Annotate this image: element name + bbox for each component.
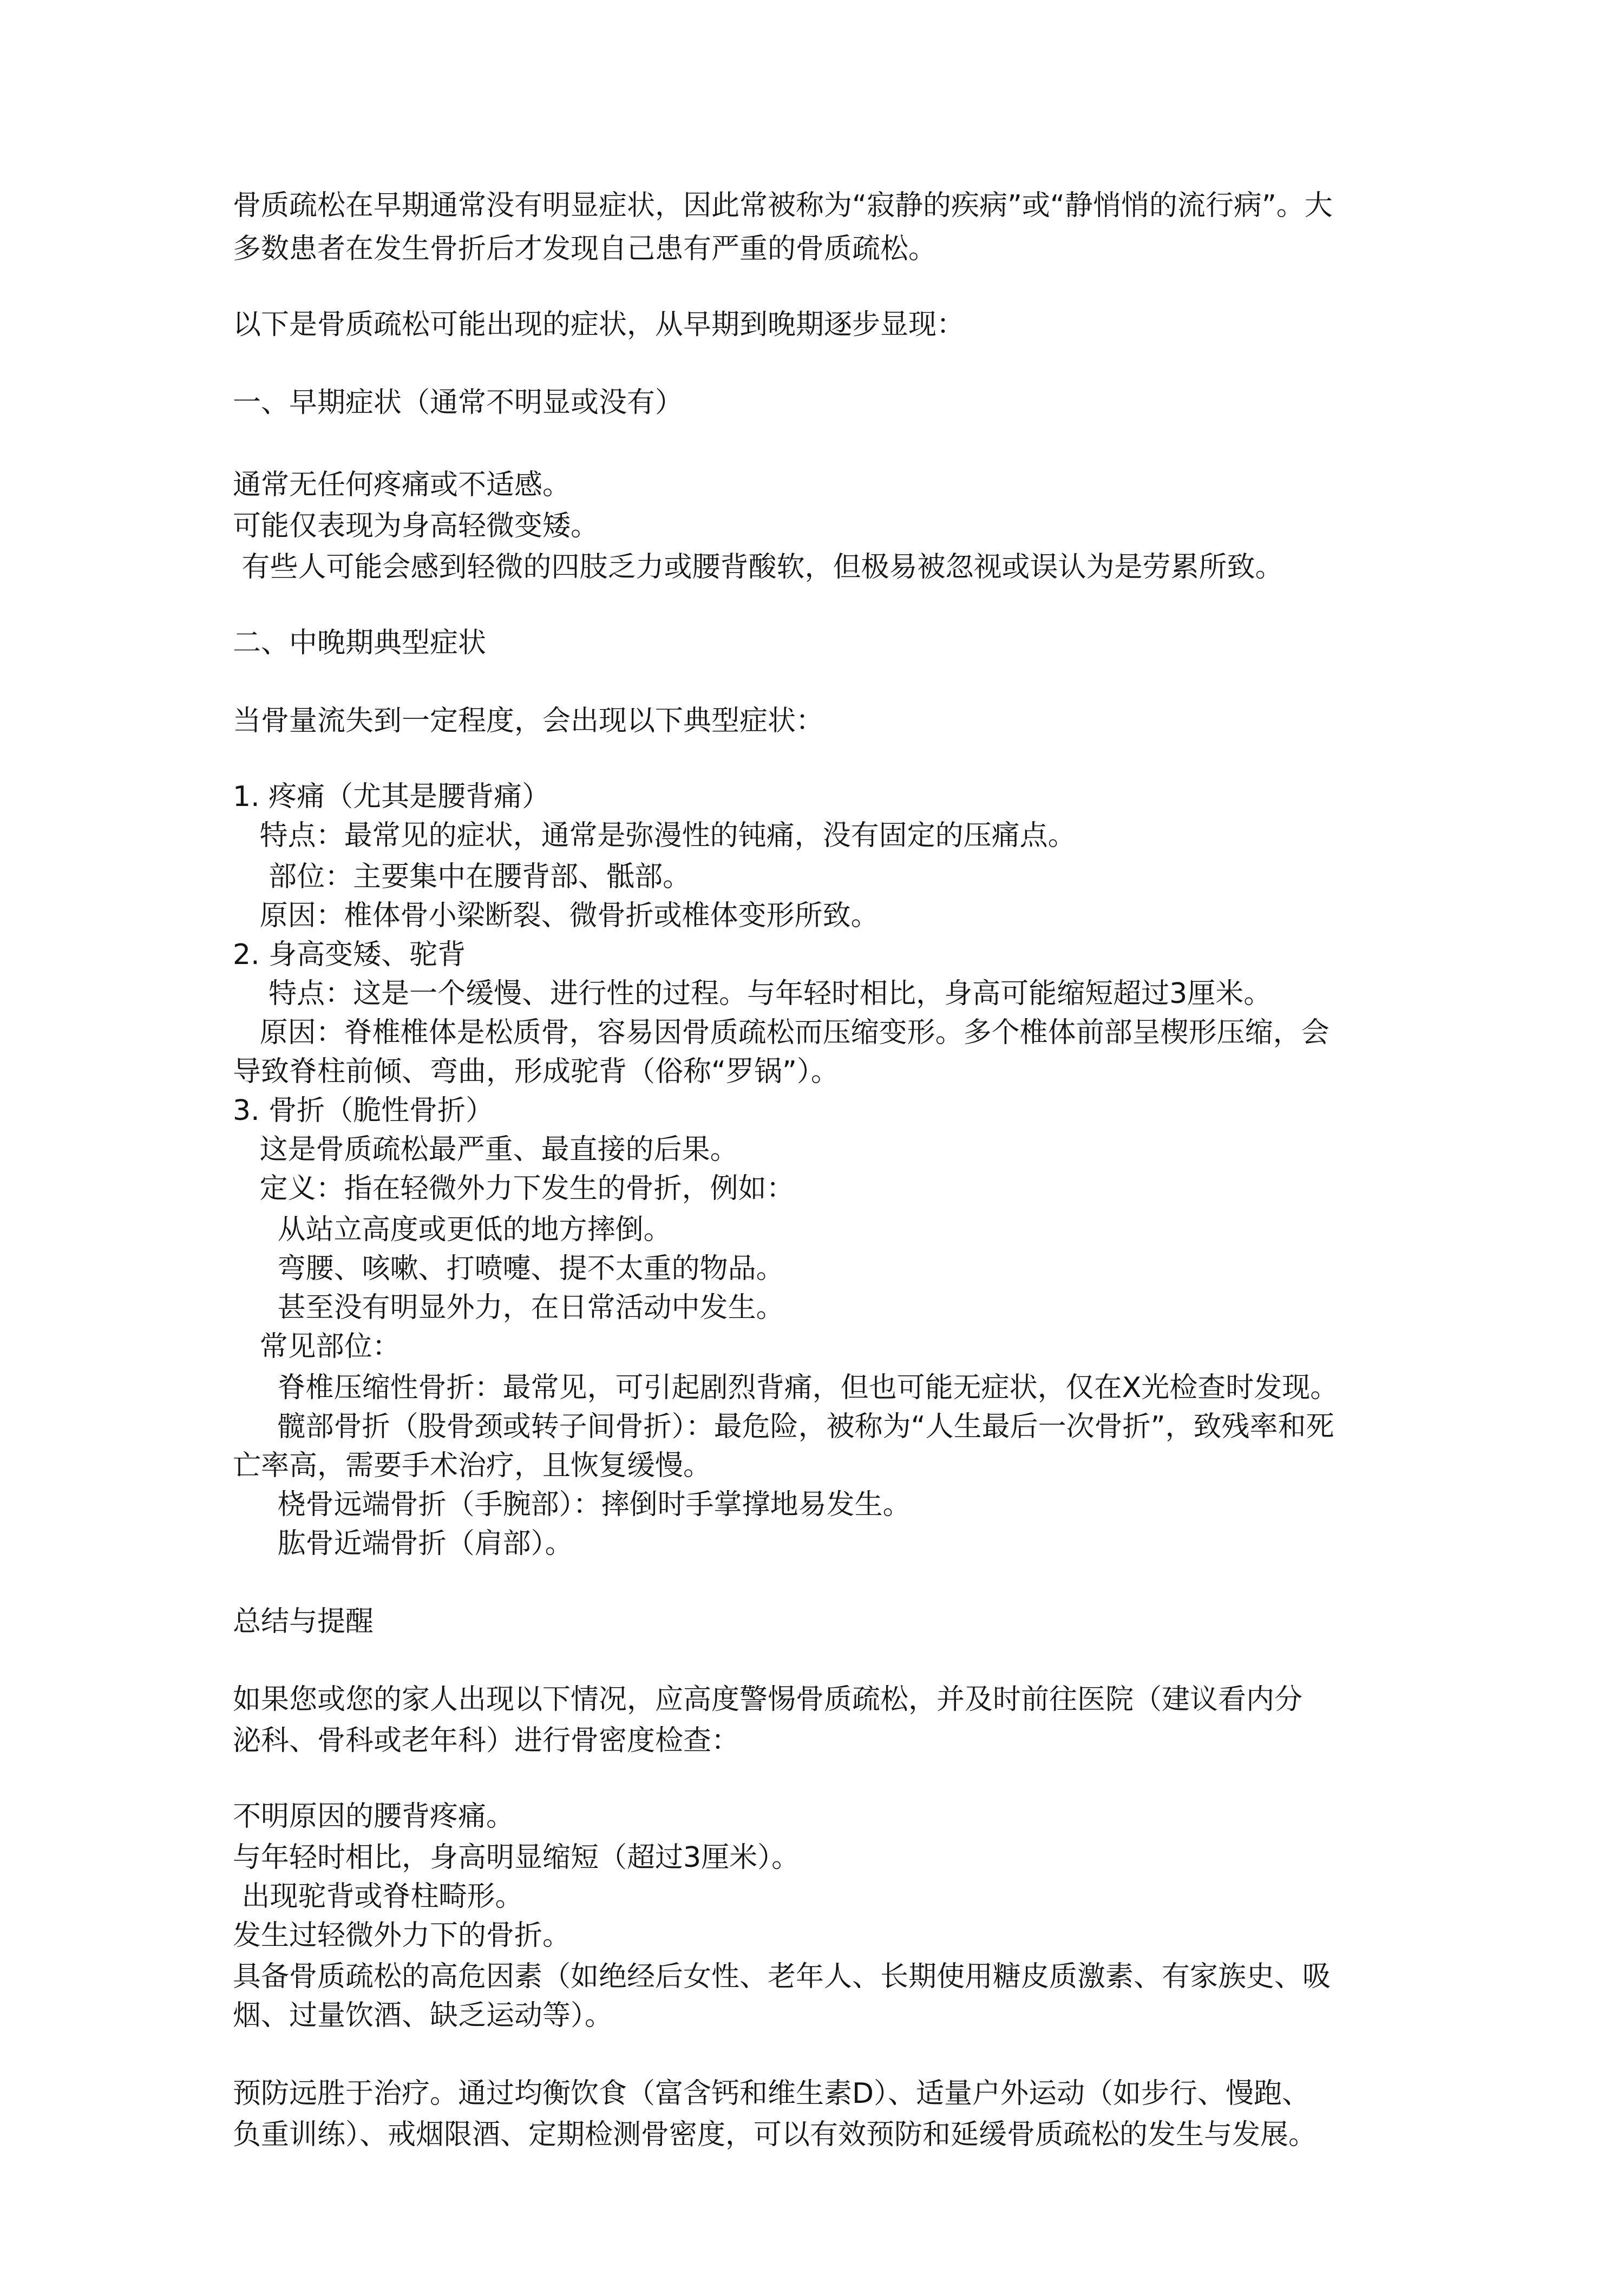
section-heading: 二、中晚期典型症状 bbox=[233, 627, 487, 659]
text-line: 负重训练）、戒烟限酒、定期检测骨密度，可以有效预防和延缓骨质疏松的发生与发展。 bbox=[233, 2119, 1317, 2151]
text-line: 定义：指在轻微外力下发生的骨折，例如： bbox=[233, 1172, 795, 1205]
text-line: 骨质疏松在早期通常没有明显症状，因此常被称为“寂静的疾病”或“静悄悄的流行病”。大 bbox=[233, 189, 1333, 222]
text-line: 弯腰、咳嗽、打喷嚏、提不太重的物品。 bbox=[233, 1253, 784, 1285]
text-line: 肱骨近端骨折（肩部）。 bbox=[233, 1527, 573, 1560]
section-heading: 一、早期症状（通常不明显或没有） bbox=[233, 386, 684, 419]
text-line: 烟、过量饮酒、缺乏运动等）。 bbox=[233, 1999, 613, 2032]
text-line: 预防远胜于治疗。通过均衡饮食（富含钙和维生素D）、适量户外运动（如步行、慢跑、 bbox=[233, 2077, 1311, 2110]
text-line: 与年轻时相比，身高明显缩短（超过3厘米）。 bbox=[233, 1841, 800, 1874]
text-line: 可能仅表现为身高轻微变矮。 bbox=[233, 510, 599, 542]
text-line: 具备骨质疏松的高危因素（如绝经后女性、老年人、长期使用糖皮质激素、有家族史、吸 bbox=[233, 1960, 1331, 1993]
text-line: 从站立高度或更低的地方摔倒。 bbox=[233, 1214, 672, 1246]
text-line: 多数患者在发生骨折后才发现自己患有严重的骨质疏松。 bbox=[233, 233, 937, 265]
list-item-heading: 3. 骨折（脆性骨折） bbox=[233, 1094, 494, 1127]
text-line: 亡率高，需要手术治疗，且恢复缓慢。 bbox=[233, 1450, 712, 1482]
text-line: 脊椎压缩性骨折：最常见，可引起剧烈背痛，但也可能无症状，仅在X光检查时发现。 bbox=[233, 1372, 1339, 1404]
text-line: 常见部位： bbox=[233, 1330, 401, 1363]
text-line: 不明原因的腰背疼痛。 bbox=[233, 1800, 515, 1833]
text-line: 特点：这是一个缓慢、进行性的过程。与年轻时相比，身高可能缩短超过3厘米。 bbox=[233, 978, 1272, 1010]
text-line: 发生过轻微外力下的骨折。 bbox=[233, 1919, 571, 1952]
list-item-heading: 1. 疼痛（尤其是腰背痛） bbox=[233, 781, 551, 813]
text-line: 有些人可能会感到轻微的四肢乏力或腰背酸软，但极易被忽视或误认为是劳累所致。 bbox=[233, 551, 1284, 583]
text-line: 以下是骨质疏松可能出现的症状，从早期到晚期逐步显现： bbox=[233, 309, 965, 341]
text-line: 出现驼背或脊柱畸形。 bbox=[233, 1880, 523, 1913]
text-line: 原因：脊椎椎体是松质骨，容易因骨质疏松而压缩变形。多个椎体前部呈楔形压缩，会 bbox=[233, 1017, 1330, 1049]
text-line: 这是骨质疏松最严重、最直接的后果。 bbox=[233, 1133, 738, 1166]
text-line: 通常无任何疼痛或不适感。 bbox=[233, 469, 571, 501]
text-line: 甚至没有明显外力，在日常活动中发生。 bbox=[233, 1291, 784, 1324]
section-heading: 总结与提醒 bbox=[233, 1605, 374, 1638]
text-line: 原因：椎体骨小梁断裂、微骨折或椎体变形所致。 bbox=[233, 900, 879, 932]
text-line: 泌科、骨科或老年科）进行骨密度检查： bbox=[233, 1724, 740, 1757]
text-line: 部位：主要集中在腰背部、骶部。 bbox=[233, 861, 691, 893]
text-line: 特点：最常见的症状，通常是弥漫性的钝痛，没有固定的压痛点。 bbox=[233, 819, 1076, 852]
text-line: 桡骨远端骨折（手腕部）：摔倒时手掌撑地易发生。 bbox=[233, 1489, 911, 1521]
text-line: 当骨量流失到一定程度，会出现以下典型症状： bbox=[233, 705, 824, 737]
text-line: 导致脊柱前倾、弯曲，形成驼背（俗称“罗锅”）。 bbox=[233, 1055, 839, 1088]
text-line: 髋部骨折（股骨颈或转子间骨折）：最危险，被称为“人生最后一次骨折”，致残率和死 bbox=[233, 1411, 1334, 1443]
list-item-heading: 2. 身高变矮、驼背 bbox=[233, 939, 466, 971]
text-line: 如果您或您的家人出现以下情况，应高度警惕骨质疏松，并及时前往医院（建议看内分 bbox=[233, 1683, 1303, 1716]
